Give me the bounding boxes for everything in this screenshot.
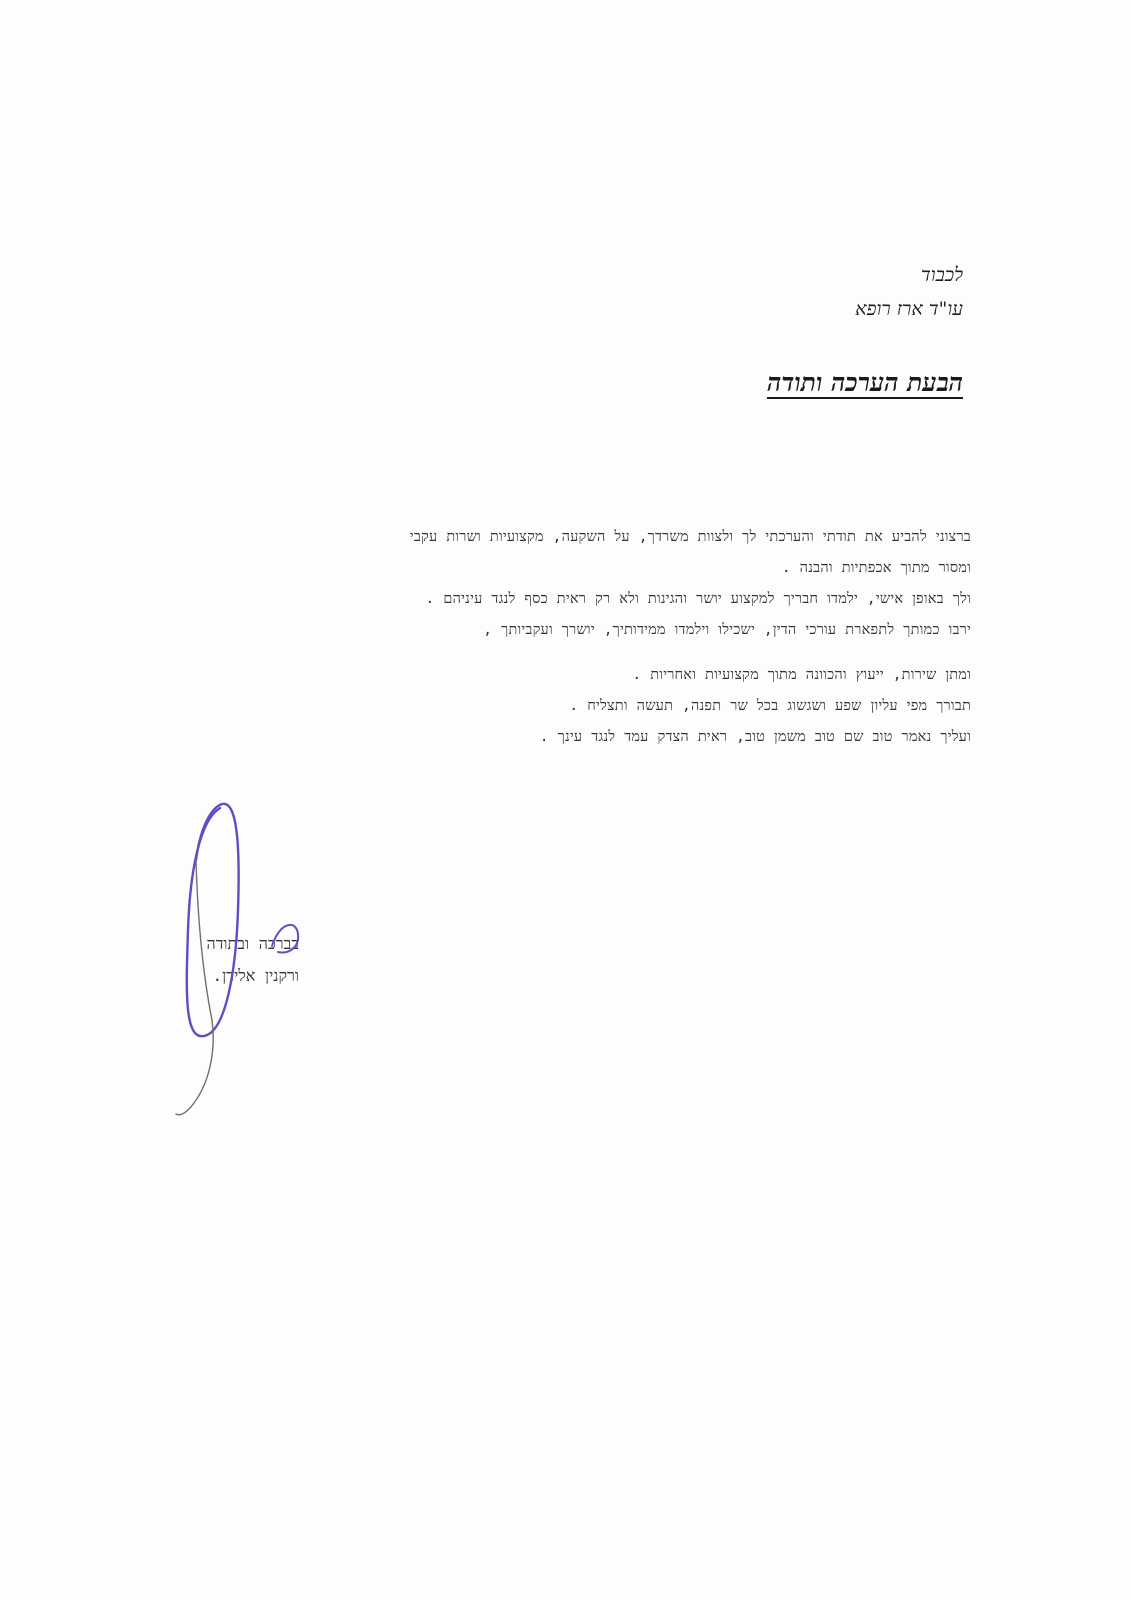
body-line: ברצוני להביע את תודתי והערכתי לך ולצוות משרדך, על השקעה, מקצועיות ושרות עקבי	[409, 529, 971, 545]
subject-text: הבעת הערכה ותודה	[766, 368, 963, 397]
paragraph-2	[171, 660, 971, 753]
addressee-block	[543, 258, 963, 326]
signature-tail-stroke	[176, 860, 213, 1115]
signature-hook-stroke	[272, 925, 298, 953]
body-line: תבורך מפי עליון שפע ושגשוג בכל שר תפנה, תעשה ותצליח .	[569, 698, 971, 714]
handwritten-signature	[160, 790, 320, 1130]
closing-line-1: בברכה ובתודה	[206, 934, 299, 953]
paragraph-1	[171, 522, 971, 646]
body-line: ירבו כמותך לתפארת עורכי הדין, ישכילו וילמדו ממידותיך, יושרך ועקביותך ,	[483, 622, 971, 638]
salutation: לכבוד	[921, 264, 963, 286]
body-line: ומסור מתוך אכפתיות והבנה .	[781, 560, 971, 576]
addressee-name: עו"ד ארז רופא	[855, 298, 963, 320]
body-line: ולך באופן אישי, ילמדו חבריך למקצוע יושר והגינות ולא רק ראית כסף לנגד עיניהם .	[425, 591, 971, 607]
letter-subject	[443, 366, 963, 400]
body-line: ועליך נאמר טוב שם טוב משמן טוב, ראית הצדק עמד לנגד עינך .	[539, 729, 971, 745]
letter-body	[171, 522, 971, 753]
body-line: ומתן שירות, ייעוץ והכוונה מתוך מקצועיות ואחריות .	[632, 667, 971, 683]
closing-line-2: ורקנין אלירן.	[212, 966, 299, 985]
signature-loop-stroke	[187, 804, 239, 1036]
